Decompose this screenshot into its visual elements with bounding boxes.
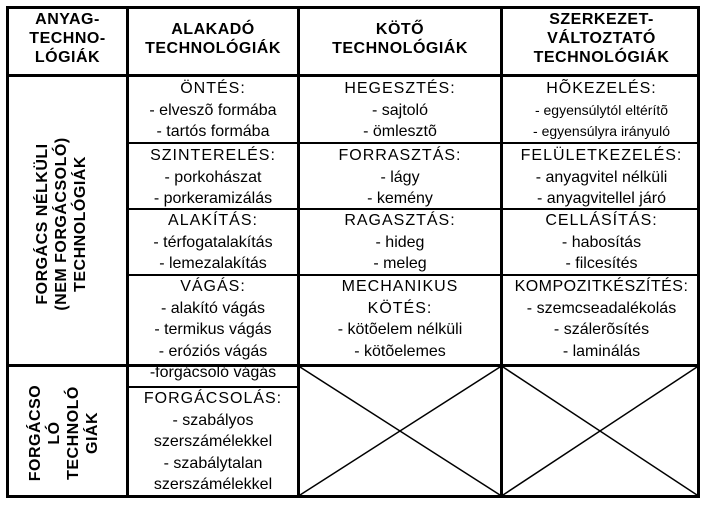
cell-item: - sajtoló <box>371 101 429 119</box>
cell-hokezeles <box>503 78 700 143</box>
header-corner-line: TECHNO- <box>29 30 106 47</box>
cell-item: - kemény <box>367 190 433 207</box>
cell-mechanikus <box>300 276 500 362</box>
cell-item: - kötõelemes <box>354 342 446 360</box>
cell-ragasztas <box>300 210 500 275</box>
cell-item: - kötõelem nélküli <box>337 321 463 338</box>
cell-title: ÖNTÉS: <box>180 80 246 97</box>
cell-title: HÕKEZELÉS: <box>546 80 657 97</box>
header-szerkezet-line: SZERKEZET- <box>549 11 654 28</box>
header-alakado <box>129 20 297 58</box>
cell-hegesztes <box>300 78 500 143</box>
header-alakado-line: ALAKADÓ <box>171 21 255 38</box>
cell-item: - szemcseadalékolás <box>526 299 677 317</box>
cell-forrasztas <box>300 145 500 210</box>
cell-item: - habosítás <box>561 233 642 251</box>
cell-title: ALAKÍTÁS: <box>168 212 258 229</box>
row-label-line: LÓ <box>46 421 63 445</box>
cell-title: HEGESZTÉS: <box>344 80 456 97</box>
cell-kompozit <box>503 276 700 362</box>
cell-item: - lágy <box>380 168 420 186</box>
cell-item: szerszámélekkel <box>153 433 273 450</box>
cell-item: - eróziós vágás <box>158 342 268 360</box>
cell-item: - lemezalakítás <box>159 255 267 272</box>
header-corner-line: LÓGIÁK <box>34 49 101 66</box>
row-label-line: TECHNOLÓGIÁK <box>72 156 89 292</box>
header-koto-line: KÖTŐ <box>375 21 425 38</box>
cell-title: VÁGÁS: <box>180 278 246 295</box>
header-koto-line: TECHNOLÓGIÁK <box>332 40 468 57</box>
cell-cellasitas <box>503 210 700 275</box>
cell-item: - porkohászat <box>164 168 262 186</box>
cell-item: - térfogatalakítás <box>153 233 273 251</box>
cell-item: - anyagvitel nélküli <box>535 168 668 186</box>
cell-item: - laminálás <box>562 342 641 360</box>
header-szerkezet-line: VÁLTOZTATÓ <box>547 30 656 47</box>
cell-title: FORGÁCSOLÁS: <box>143 390 283 407</box>
cell-item: - egyensúlyra irányuló <box>533 123 670 139</box>
cell-szinterelés <box>129 145 297 210</box>
cell-item: - hideg <box>375 233 425 251</box>
cell-item: - anyagvitellel járó <box>537 190 666 207</box>
cell-item: - ömlesztõ <box>363 123 437 140</box>
cell-title: FORRASZTÁS: <box>338 147 462 164</box>
cell-feluletkezeles <box>503 145 700 210</box>
cell-item: - egyensúlytól eltérítõ <box>534 101 669 118</box>
row-label-line: FORGÁCS NÉLKÜLI <box>34 143 51 305</box>
row-label-line: FORGÁCSO <box>27 384 44 482</box>
cell-item: - alakító vágás <box>160 299 266 317</box>
cell-item: -forgácsoló vágás <box>149 364 277 381</box>
row-label-line: TECHNOLÓ <box>65 386 82 480</box>
crossed-empty-cell-szerkezet <box>503 367 697 495</box>
crossed-empty-cell-koto <box>300 367 500 495</box>
cell-title: KOMPOZITKÉSZÍTÉS: <box>514 278 689 295</box>
cell-item: - elveszõ formába <box>149 101 277 119</box>
header-szerkezet-line: TECHNOLÓGIÁK <box>533 49 670 66</box>
row-label-chip <box>26 373 106 493</box>
cell-forgacsolas <box>129 388 297 496</box>
cell-item: - tartós formába <box>156 123 270 140</box>
header-koto <box>300 20 500 58</box>
row-label-line: (NEM FORGÁCSOLÓ) <box>53 137 70 311</box>
divider-header <box>6 74 700 77</box>
cell-item: - meleg <box>373 255 427 272</box>
cell-item: - szálerõsítés <box>553 321 650 338</box>
header-corner-line: ANYAG- <box>35 11 100 28</box>
header-szerkezet <box>503 10 700 67</box>
cell-title: SZINTERELÉS: <box>150 147 276 164</box>
cell-title: MECHANIKUS <box>341 278 459 295</box>
cell-title: CELLÁSÍTÁS: <box>545 212 658 229</box>
cell-alakitas <box>129 210 297 275</box>
row-label-nonchip <box>33 79 99 369</box>
cell-item: - termikus vágás <box>154 321 272 338</box>
row-label-line: GIÁK <box>84 412 101 454</box>
cell-title: KÖTÉS: <box>367 299 433 317</box>
cell-item: - szabálytalan <box>163 454 263 472</box>
cell-vagas <box>129 276 297 384</box>
header-alakado-line: TECHNOLÓGIÁK <box>145 40 281 57</box>
header-corner <box>9 10 126 67</box>
cell-item: - szabályos <box>172 411 254 429</box>
cell-item: szerszámélekkel <box>153 476 273 493</box>
cell-title: RAGASZTÁS: <box>344 212 456 229</box>
cell-item: - porkeramizálás <box>153 190 273 207</box>
cell-ontes <box>129 78 297 143</box>
cell-title: FELÜLETKEZELÉS: <box>520 147 683 164</box>
cell-item: - filcesítés <box>565 255 638 272</box>
